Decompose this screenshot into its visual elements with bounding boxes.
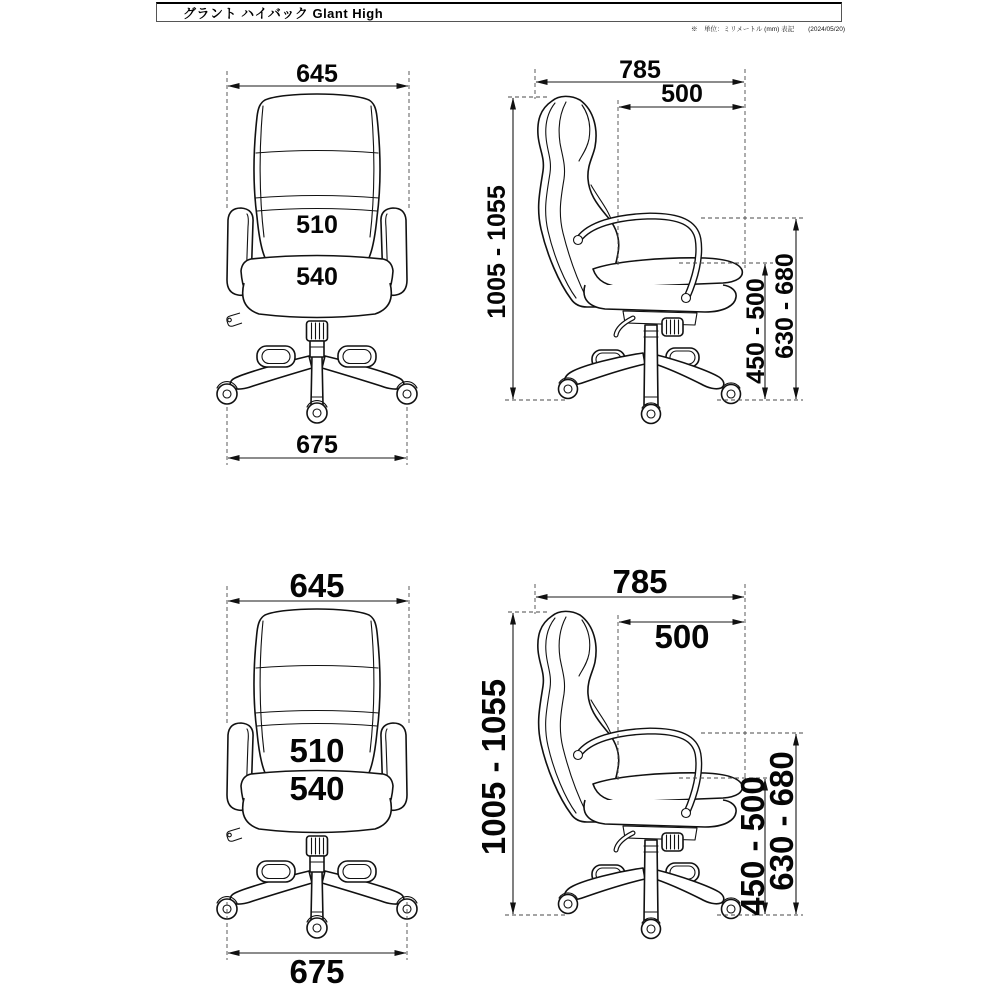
dim-backrest-width: 510 bbox=[289, 732, 345, 769]
dim-overall-width: 645 bbox=[289, 567, 345, 604]
product-title: グラント ハイバック Glant High bbox=[183, 6, 384, 21]
dim-seat-depth: 500 bbox=[654, 618, 710, 655]
dim-overall-depth: 785 bbox=[612, 563, 668, 600]
dim-overall-height: 1005 - 1055 bbox=[483, 185, 511, 319]
unit-note-text: ※ 単位：ミリメートル (mm) 表記 bbox=[690, 26, 795, 33]
date-note: (2024/05/20) bbox=[808, 26, 845, 33]
dim-seat-height: 450 - 500 bbox=[742, 278, 770, 384]
dim-overall-width: 645 bbox=[296, 60, 338, 88]
dim-base-width: 675 bbox=[289, 953, 345, 990]
dim-seat-width: 540 bbox=[296, 263, 338, 291]
dim-seat-depth: 500 bbox=[661, 80, 703, 108]
dim-backrest-width: 510 bbox=[296, 211, 338, 239]
dim-base-width: 675 bbox=[296, 431, 338, 459]
dim-overall-depth: 785 bbox=[619, 56, 661, 84]
unit-note bbox=[691, 24, 845, 33]
dim-seat-width: 540 bbox=[289, 770, 345, 807]
dim-seat-height: 450 - 500 bbox=[734, 776, 771, 916]
side-view-top bbox=[465, 55, 860, 475]
side-view-bottom bbox=[465, 563, 860, 1000]
dim-armrest-height: 630 - 680 bbox=[771, 253, 799, 359]
dim-armrest-height: 630 - 680 bbox=[763, 751, 800, 891]
title-bar bbox=[156, 2, 842, 22]
front-view-bottom bbox=[185, 567, 463, 1000]
front-view-top bbox=[185, 55, 463, 475]
dim-overall-height: 1005 - 1055 bbox=[475, 678, 512, 856]
